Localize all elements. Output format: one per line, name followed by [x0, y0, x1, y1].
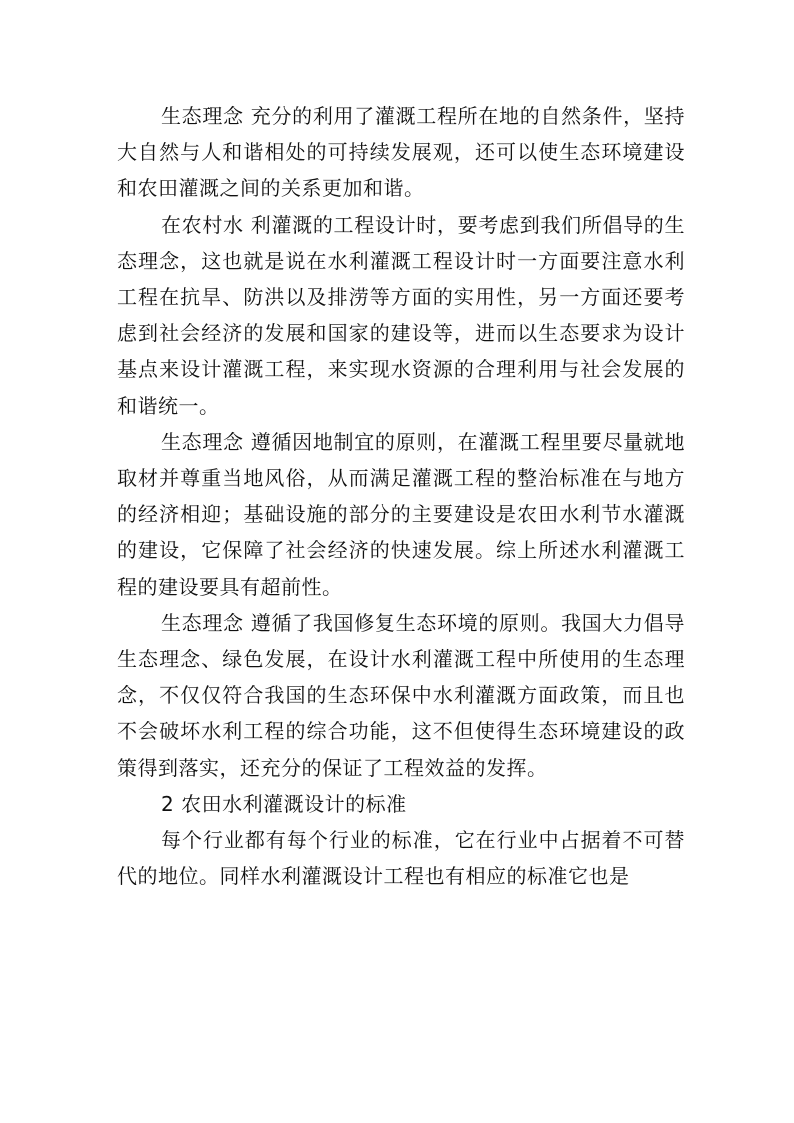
- paragraph-local-conditions-principle: 生态理念 遵循因地制宜的原则，在灌溉工程里要尽量就地取材并尊重当地风俗，从而满足灌溉工程的整治标准在与地方的经济相迎；基础设施的部分的主要建设是农田水利节水灌溉的建设，它保障了社会经济的快速发展。综上所述水利灌溉工程的建设要具有超前性。: [117, 429, 685, 599]
- paragraph-ecological-natural-conditions: 生态理念 充分的利用了灌溉工程所在地的自然条件，坚持大自然与人和谐相处的可持续发展观，还可以使生态环境建设和农田灌溉之间的关系更加和谐。: [117, 104, 685, 201]
- paragraph-industry-standards: 每个行业都有每个行业的标准，它在行业中占据着不可替代的地位。同样水利灌溉设计工程也有相应的标准它也是: [117, 828, 685, 889]
- paragraph-ecological-restoration-principle: 生态理念 遵循了我国修复生态环境的原则。我国大力倡导生态理念、绿色发展，在设计水利灌溉工程中所使用的生态理念，不仅仅符合我国的生态环保中水利灌溉方面政策，而且也不会破坏水利工程的综合功能，这不但使得生态环境建设的政策得到落实，还充分的保证了工程效益的发挥。: [117, 610, 685, 780]
- section-heading: 2 农田水利灌溉设计的标准: [161, 791, 407, 816]
- document-body: [117, 98, 685, 894]
- paragraph-ecological-design-concept: 在农村水 利灌溉的工程设计时，要考虑到我们所倡导的生态理念，这也就是说在水利灌溉工程设计时一方面要注意水利工程在抗旱、防洪以及排涝等方面的实用性，另一方面还要考虑到社会经济的发展和国家的建设等，进而以生态要求为设计基点来设计灌溉工程，来实现水资源的合理利用与社会发展的和谐统一。: [117, 212, 685, 418]
